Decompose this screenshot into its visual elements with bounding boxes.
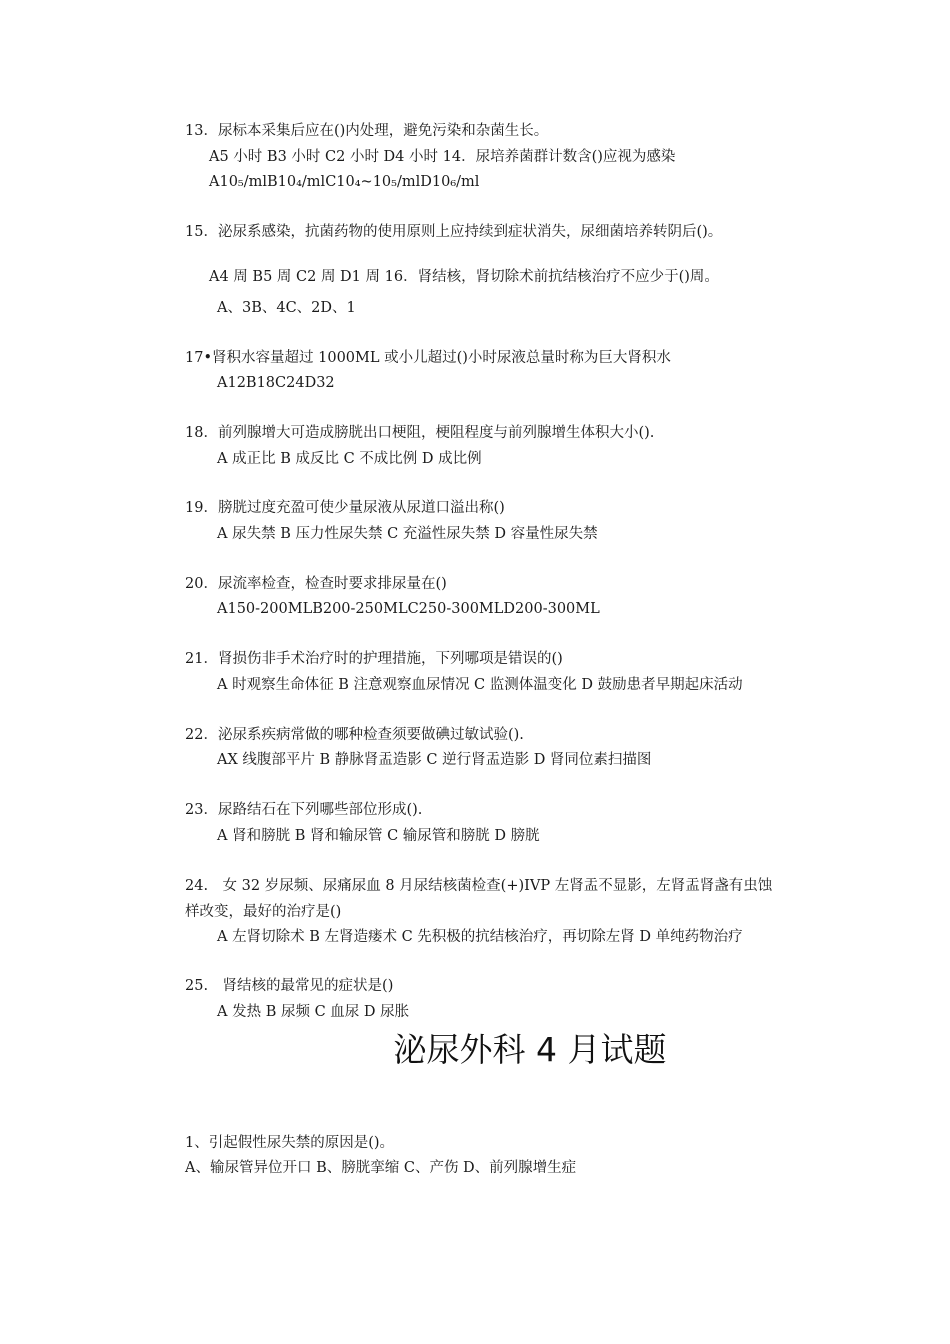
question-13-options: A5 小时 B3 小时 C2 小时 D4 小时 14．尿培养菌群计数含()应视为感染 <box>209 149 676 165</box>
section-title: 泌尿外科 4 月试题 <box>393 1030 667 1069</box>
section-question-1-stem: 1、引起假性尿失禁的原因是()。 <box>185 1135 395 1151</box>
question-21-options: A 时观察生命体征 B 注意观察血尿情况 C 监测体温变化 D 鼓励患者早期起床活动 <box>217 677 743 693</box>
question-23-options: A 肾和膀胱 B 肾和输尿管 C 输尿管和膀胱 D 膀胱 <box>217 828 540 844</box>
question-22-stem: 22．泌尿系疾病常做的哪种检查须要做碘过敏试验(). <box>185 727 524 743</box>
question-13-stem: 13．尿标本采集后应在()内处理，避免污染和杂菌生长。 <box>185 123 549 139</box>
question-18-stem: 18．前列腺增大可造成膀胱出口梗阻，梗阻程度与前列腺增生体积大小(). <box>185 425 655 441</box>
question-15-options: A4 周 B5 周 C2 周 D1 周 16．肾结核，肾切除术前抗结核治疗不应少于()周。 <box>209 269 719 285</box>
question-22-options: AX 线腹部平片 B 静脉肾盂造影 C 逆行肾盂造影 D 肾同位素扫描图 <box>217 752 652 768</box>
question-19-stem: 19．膀胱过度充盈可使少量尿液从尿道口溢出称() <box>185 500 505 516</box>
question-20-stem: 20．尿流率检查，检查时要求排尿量在() <box>185 576 447 592</box>
question-20-options: A150-200MLB200-250MLC250-300MLD200-300ML <box>217 601 600 617</box>
question-21-stem: 21．肾损伤非手术治疗时的护理措施，下列哪项是错误的() <box>185 651 563 667</box>
question-25-options: A 发热 B 尿频 C 血尿 D 尿胀 <box>217 1004 410 1020</box>
question-17-options: A12B18C24D32 <box>217 375 335 391</box>
question-14-options: A10₅/mlB10₄/mlC10₄~10₅/mlD10₆/ml <box>209 174 480 190</box>
question-24-stem-continued: 样改变，最好的治疗是() <box>185 904 342 920</box>
question-15-stem: 15．泌尿系感染，抗菌药物的使用原则上应持续到症状消失，尿细菌培养转阴后()。 <box>185 224 723 240</box>
question-24-stem: 24. 女 32 岁尿频、尿痛尿血 8 月尿结核菌检查(+)IVP 左肾盂不显影，左肾盂肾盏有虫蚀 <box>185 878 773 894</box>
question-25-stem: 25. 肾结核的最常见的症状是() <box>185 978 394 994</box>
question-18-options: A 成正比 B 成反比 C 不成比例 D 成比例 <box>217 451 482 467</box>
section-question-1-options: A、输尿管异位开口 B、膀胱挛缩 C、产伤 D、前列腺增生症 <box>185 1160 577 1176</box>
question-16-options: A、3B、4C、2D、1 <box>217 300 356 316</box>
question-17-stem: 17•肾积水容量超过 1000ML 或小儿超过()小时尿液总量时称为巨大肾积水 <box>185 350 671 366</box>
question-19-options: A 尿失禁 B 压力性尿失禁 C 充溢性尿失禁 D 容量性尿失禁 <box>217 526 598 542</box>
question-24-options: A 左肾切除术 B 左肾造瘘术 C 先积极的抗结核治疗，再切除左肾 D 单纯药物治疗 <box>217 929 743 945</box>
question-23-stem: 23．尿路结石在下列哪些部位形成(). <box>185 802 423 818</box>
